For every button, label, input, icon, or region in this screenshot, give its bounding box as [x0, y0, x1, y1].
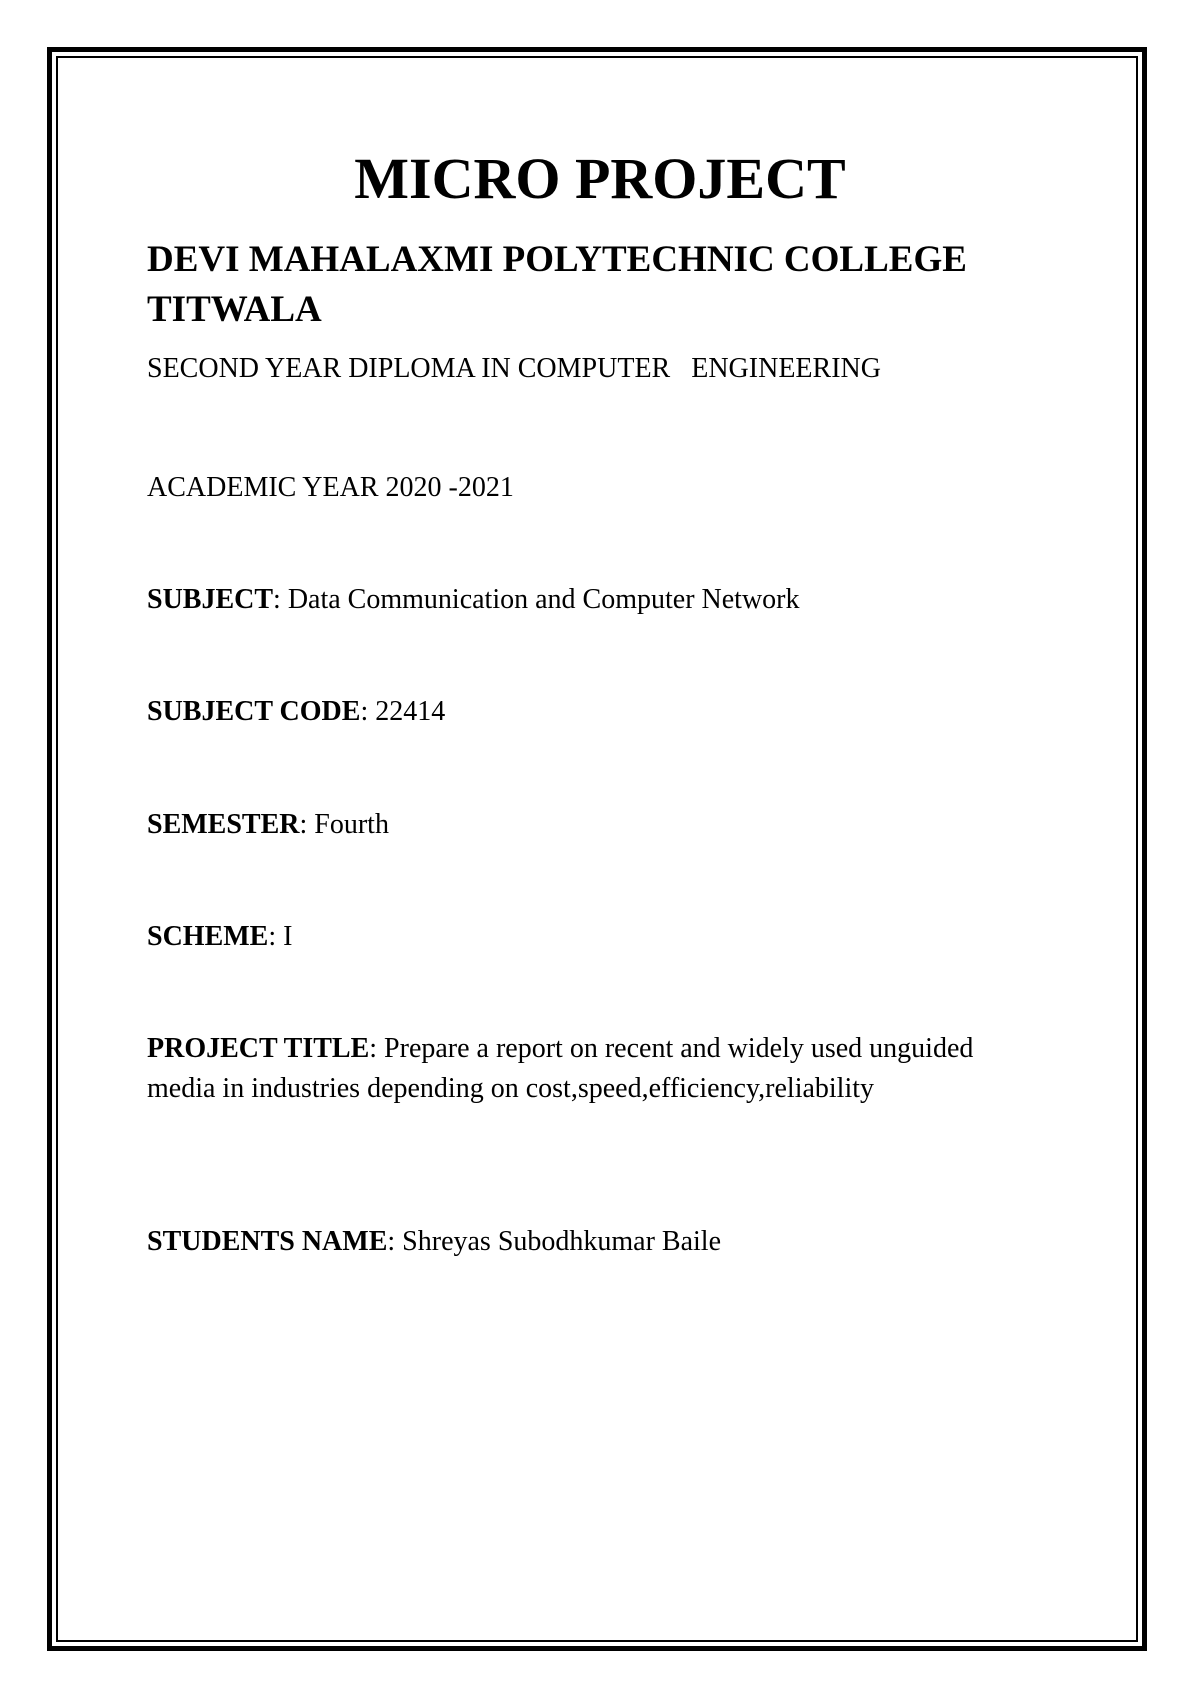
department-line: SECOND YEAR DIPLOMA IN COMPUTER ENGINEERING: [147, 353, 881, 384]
college-name: DEVI MAHALAXMI POLYTECHNIC COLLEGE TITWALA: [147, 239, 967, 330]
subject-value: Data Communication and Computer Network: [287, 584, 800, 615]
page-title: MICRO PROJECT: [354, 146, 846, 211]
scheme-value: I: [283, 921, 293, 952]
students-name-value: Shreyas Subodhkumar Baile: [402, 1226, 722, 1257]
semester-field: [147, 805, 1077, 845]
students-name-field: [147, 1222, 1077, 1262]
project-title-field: [147, 1029, 1027, 1109]
scheme-separator: :: [268, 921, 284, 952]
semester-value: Fourth: [314, 809, 389, 840]
project-title-separator: :: [369, 1033, 385, 1064]
scheme-label: SCHEME: [147, 921, 269, 952]
semester-label: SEMESTER: [147, 809, 300, 840]
subject-code-field: [147, 692, 1077, 732]
subject-code-separator: :: [360, 696, 376, 727]
project-title-value: Prepare a report on recent and widely used unguided media in industries depending on cost,speed,efficiency,reliability: [147, 1033, 981, 1104]
academic-year: ACADEMIC YEAR 2020 -2021: [147, 472, 514, 503]
subject-label: SUBJECT: [147, 584, 274, 615]
semester-separator: :: [299, 809, 315, 840]
students-name-label: STUDENTS NAME: [147, 1226, 388, 1257]
students-name-separator: :: [387, 1226, 403, 1257]
subject-code-label: SUBJECT CODE: [147, 696, 361, 727]
project-title-label: PROJECT TITLE: [147, 1033, 370, 1064]
subject-field: [147, 580, 1077, 620]
scheme-field: [147, 917, 1077, 957]
subject-code-value: 22414: [375, 696, 446, 727]
subject-separator: :: [273, 584, 288, 615]
